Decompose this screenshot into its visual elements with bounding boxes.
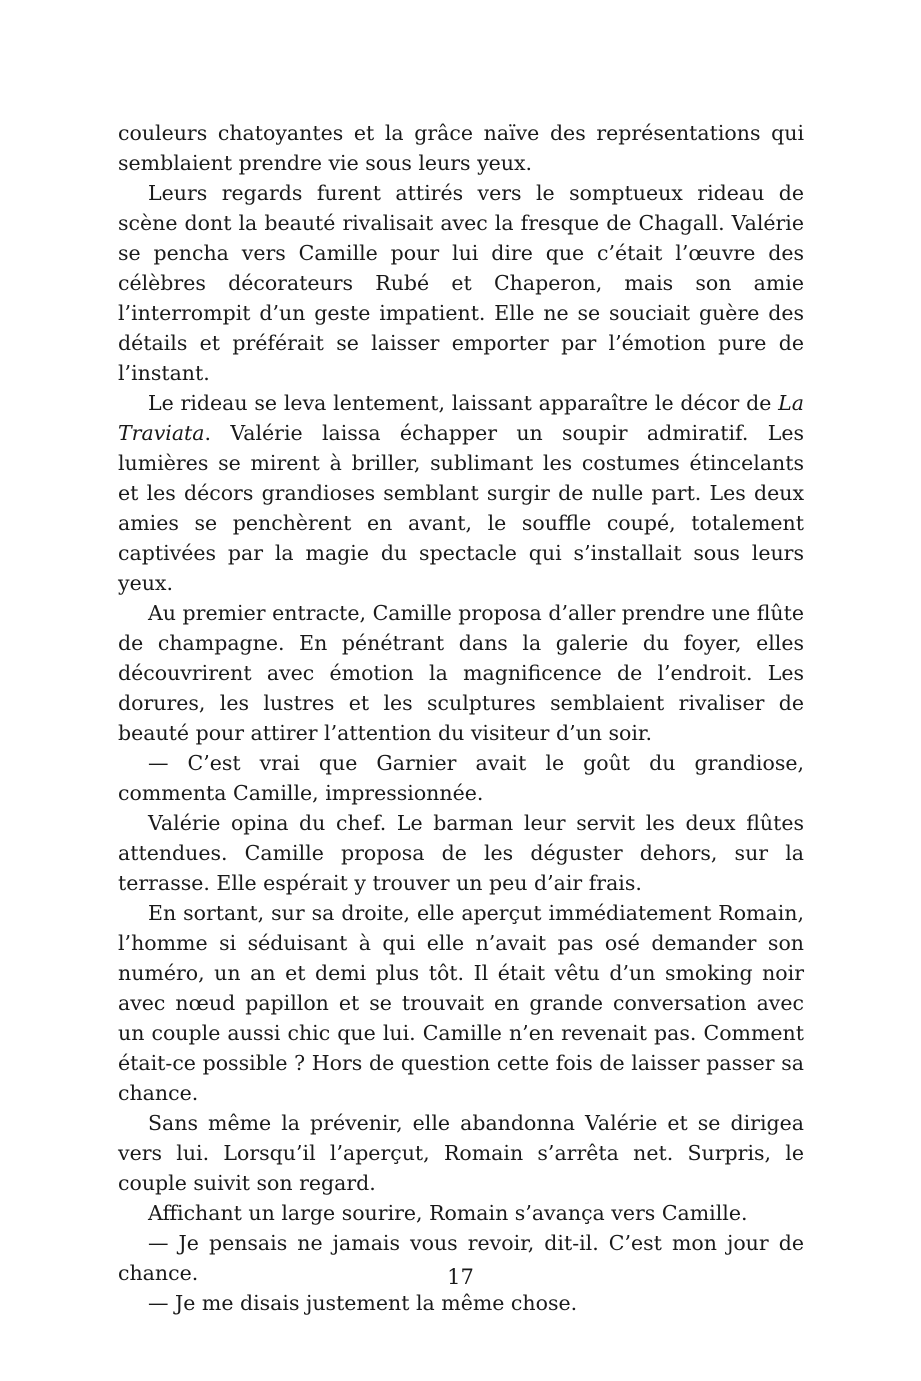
paragraph: Valérie opina du chef. Le barman leur servit les deux flûtes attendues. Camille proposa de les déguster dehors, sur la terrasse. Elle espérait y trouver un peu d’air frais. xyxy=(118,811,804,895)
paragraph: Sans même la prévenir, elle abandonna Valérie et se dirigea vers lui. Lorsqu’il l’aperçut, Romain s’arrêta net. Surpris, le couple suivit son regard. xyxy=(118,1111,804,1195)
dialogue-line: — Je pensais ne jamais vous revoir, dit-il. C’est mon jour de chance. xyxy=(118,1231,804,1285)
paragraph: Au premier entracte, Camille proposa d’aller prendre une flûte de champagne. En pénétrant dans la galerie du foyer, elles découvrirent avec émotion la magnificence de l’endroit. Les dorures, les lustres et les sculptures semblaient rivaliser de beauté pour attirer l’attention du visiteur d’un soir. xyxy=(118,601,804,745)
paragraph-text: Le rideau se leva lentement, laissant apparaître le décor de xyxy=(148,391,779,415)
paragraph: Affichant un large sourire, Romain s’avança vers Camille. xyxy=(148,1201,748,1225)
paragraph-text: . Valérie laissa échapper un soupir admiratif. Les lumières se mirent à briller, sublimant les costumes étincelants et les décors grandioses semblant surgir de nulle part. Les deux amies se penchèrent en avant, le souffle coupé, totalement captivées par la magie du spectacle qui s’installait sous leurs yeux. xyxy=(118,421,804,595)
page-number: 17 xyxy=(447,1265,474,1289)
paragraph: Leurs regards furent attirés vers le somptueux rideau de scène dont la beauté rivalisait avec la fresque de Chagall. Valérie se pencha vers Camille pour lui dire que c’était l’œuvre des célèbres décorateurs Rubé et Chaperon, mais son amie l’interrompit d’un geste impatient. Elle ne se souciait guère des détails et préférait se laisser emporter par l’émotion pure de l’instant. xyxy=(118,181,804,385)
opera-title: La Traviata xyxy=(118,391,804,445)
dialogue-line: — Je me disais justement la même chose. xyxy=(148,1291,578,1315)
paragraph: En sortant, sur sa droite, elle aperçut immédiatement Romain, l’homme si séduisant à qui elle n’avait pas osé demander son numéro, un an et demi plus tôt. Il était vêtu d’un smoking noir avec nœud papillon et se trouvait en grande conversation avec un couple aussi chic que lui. Camille n’en revenait pas. Comment était-ce possible ? Hors de question cette fois de laisser passer sa chance. xyxy=(118,901,804,1105)
body-text xyxy=(118,118,804,1318)
dialogue-line: — C’est vrai que Garnier avait le goût du grandiose, commenta Camille, impressionnée. xyxy=(118,751,804,805)
paragraph: couleurs chatoyantes et la grâce naïve des représentations qui semblaient prendre vie sous leurs yeux. xyxy=(118,121,804,175)
paragraph xyxy=(118,388,804,598)
